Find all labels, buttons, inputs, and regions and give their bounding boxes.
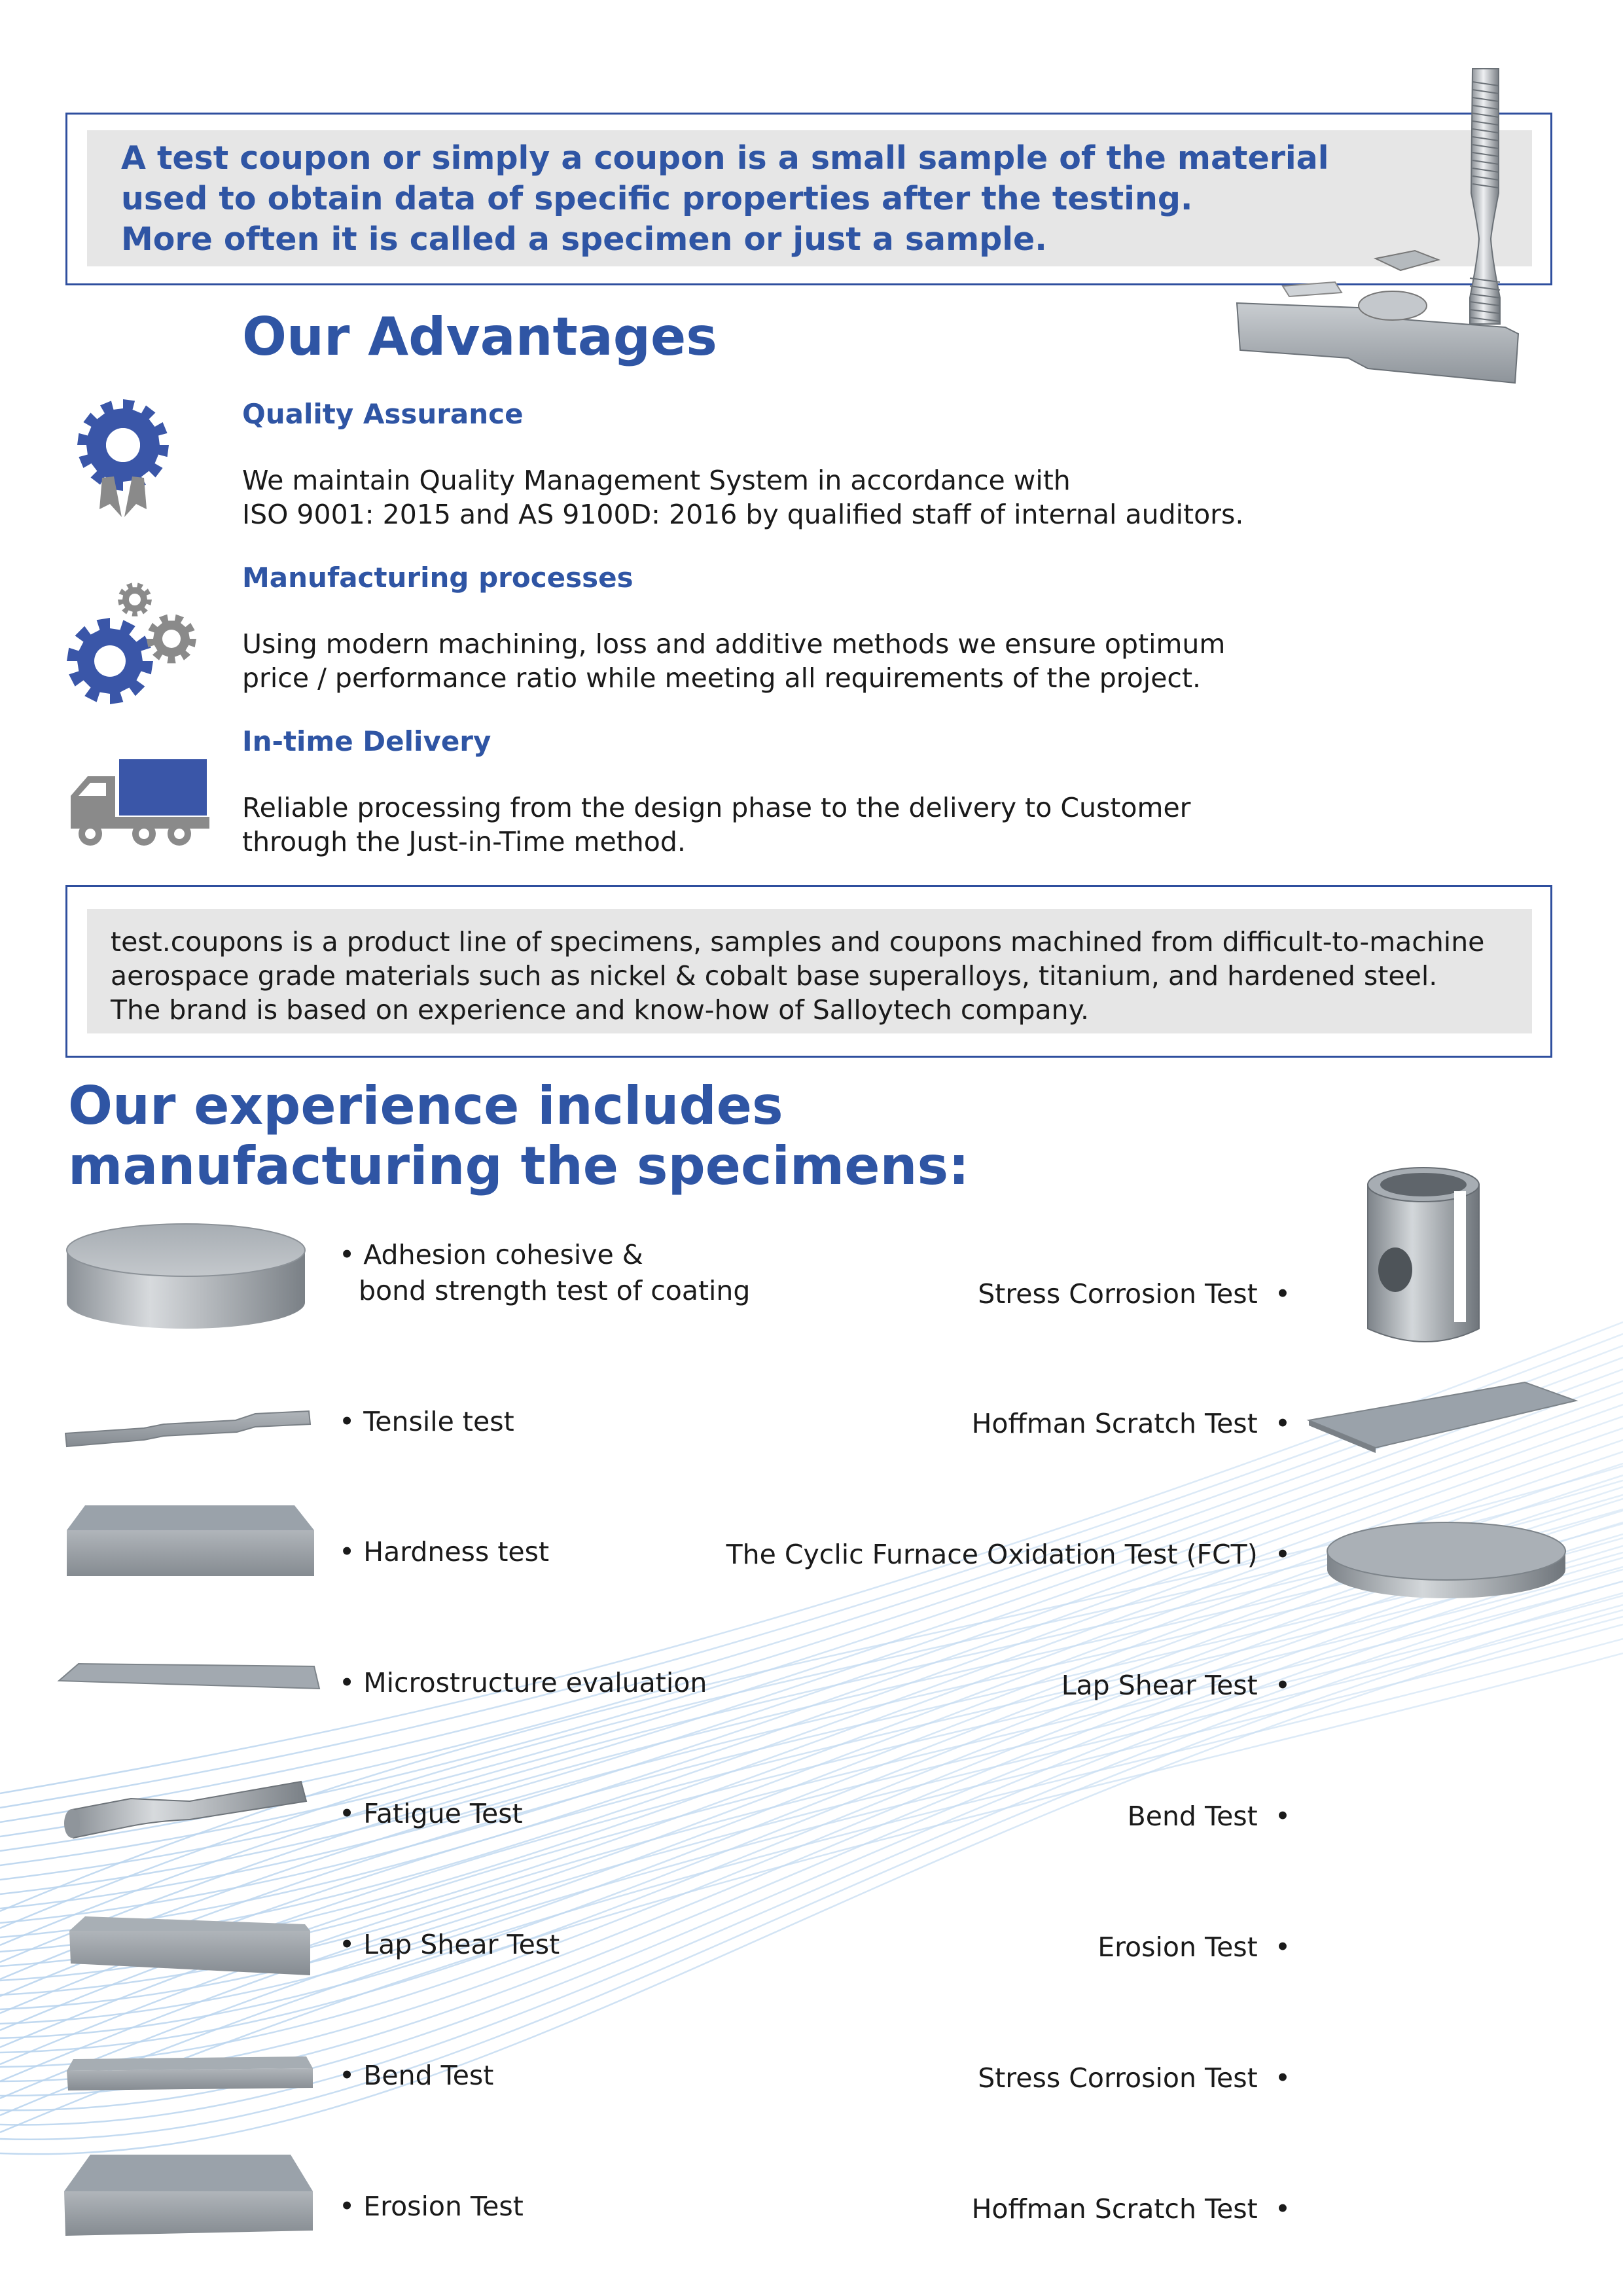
item-label: Erosion Test bbox=[1097, 1931, 1258, 1963]
left-specimen-images bbox=[59, 1217, 386, 2238]
quality-heading: Quality Assurance bbox=[242, 398, 524, 430]
bullet: • bbox=[339, 1798, 355, 1829]
bullet: • bbox=[1274, 1670, 1291, 1701]
left-item-erosion bbox=[339, 2189, 524, 2225]
item-label: Adhesion cohesive & bbox=[363, 1239, 643, 1270]
bullet: • bbox=[1274, 1408, 1291, 1439]
brand-line: test.coupons is a product line of specimens, samples and coupons machined from difficult-to-machine bbox=[111, 926, 1485, 958]
item-label: Fatigue Test bbox=[363, 1798, 523, 1829]
brand-line: aerospace grade materials such as nickel & cobalt base superalloys, titanium, and hardened steel. bbox=[111, 960, 1438, 992]
item-label: Bend Test bbox=[1127, 1801, 1258, 1832]
right-item-fct bbox=[726, 1537, 1291, 1573]
right-item-hoffman bbox=[972, 1406, 1291, 1442]
left-item-fatigue bbox=[339, 1796, 523, 1832]
bullet: • bbox=[339, 1929, 355, 1960]
item-label: Hardness test bbox=[363, 1536, 550, 1568]
gear-hole bbox=[162, 630, 181, 648]
intro-line: A test coupon or simply a coupon is a small sample of the material bbox=[121, 139, 1329, 177]
bullet: • bbox=[339, 1239, 355, 1270]
brand-box bbox=[65, 885, 1552, 1058]
delivery-text bbox=[242, 791, 1191, 859]
left-item-hardness bbox=[339, 1534, 549, 1570]
right-item-stress-corrosion bbox=[978, 1276, 1291, 1312]
quality-award-icon bbox=[71, 399, 175, 530]
item-label: Bend Test bbox=[363, 2060, 494, 2091]
item-label: Hoffman Scratch Test bbox=[971, 2193, 1258, 2225]
intro-text bbox=[121, 138, 1329, 260]
quality-text bbox=[242, 463, 1243, 531]
bullet: • bbox=[1274, 1539, 1291, 1570]
intro-line: More often it is called a specimen or just a sample. bbox=[121, 221, 1047, 258]
left-item-adhesion bbox=[339, 1237, 750, 1309]
experience-title-line: manufacturing the specimens: bbox=[68, 1136, 970, 1196]
item-label: Tensile test bbox=[363, 1406, 514, 1437]
right-item-hoffman-2 bbox=[972, 2191, 1291, 2227]
item-label: Microstructure evaluation bbox=[363, 1667, 707, 1698]
manufacturing-line: Using modern machining, loss and additive methods we ensure optimum bbox=[242, 628, 1226, 660]
small-plate bbox=[1283, 282, 1342, 296]
advantages-title: Our Advantages bbox=[242, 306, 717, 367]
bullet: • bbox=[339, 2060, 355, 2091]
brand-line: The brand is based on experience and know-how of Salloytech company. bbox=[111, 994, 1090, 1026]
left-item-microstructure bbox=[339, 1665, 707, 1701]
erosion-plate bbox=[64, 2155, 313, 2191]
specimens-illustration bbox=[1230, 62, 1558, 403]
lap-shear-plate bbox=[69, 1916, 310, 1931]
right-item-erosion bbox=[1097, 1929, 1291, 1965]
item-label: Lap Shear Test bbox=[1061, 1670, 1258, 1701]
gear-hole bbox=[129, 594, 141, 605]
experience-title-line: Our experience includes bbox=[68, 1075, 783, 1136]
manufacturing-heading: Manufacturing processes bbox=[242, 562, 633, 594]
bullet: • bbox=[339, 1406, 355, 1437]
brand-text bbox=[111, 925, 1484, 1027]
gear-hole bbox=[94, 645, 126, 677]
disc-top bbox=[67, 1224, 305, 1276]
right-specimen-images bbox=[1302, 1165, 1577, 1597]
tensile-specimen bbox=[65, 1411, 310, 1446]
item-label-line2: bond strength test of coating bbox=[359, 1275, 751, 1306]
left-item-tensile bbox=[339, 1404, 514, 1440]
bullet: • bbox=[339, 2191, 355, 2222]
bullet: • bbox=[339, 1667, 355, 1698]
intro-line: used to obtain data of specific properties after the testing. bbox=[121, 180, 1193, 217]
item-label: Stress Corrosion Test bbox=[978, 2062, 1258, 2094]
delivery-heading: In-time Delivery bbox=[242, 725, 491, 757]
hardness-block-top bbox=[67, 1505, 314, 1530]
fatigue-rod bbox=[72, 1782, 306, 1838]
bullet: • bbox=[1274, 1931, 1291, 1963]
bullet: • bbox=[339, 1536, 355, 1568]
quality-line: ISO 9001: 2015 and AS 9100D: 2016 by qualified staff of internal auditors. bbox=[242, 499, 1244, 530]
bullet: • bbox=[1274, 2062, 1291, 2094]
hardness-block-side bbox=[67, 1530, 314, 1576]
item-label: Lap Shear Test bbox=[363, 1929, 560, 1960]
manufacturing-line: price / performance ratio while meeting all requirements of the project. bbox=[242, 662, 1202, 694]
bullet: • bbox=[1274, 1801, 1291, 1832]
item-label: The Cyclic Furnace Oxidation Test (FCT) bbox=[726, 1539, 1258, 1570]
left-item-lap-shear bbox=[339, 1927, 560, 1963]
gears-icon bbox=[65, 581, 209, 706]
quality-line: We maintain Quality Management System in accordance with bbox=[242, 465, 1071, 496]
delivery-line: Reliable processing from the design phase to the delivery to Customer bbox=[242, 792, 1191, 823]
delivery-line: through the Just-in-Time method. bbox=[242, 826, 686, 857]
small-block bbox=[1376, 251, 1438, 270]
item-label: Erosion Test bbox=[363, 2191, 524, 2222]
small-disc bbox=[1359, 291, 1427, 320]
ring-hole bbox=[1378, 1247, 1412, 1292]
microstructure-plate bbox=[59, 1664, 319, 1689]
left-item-bend bbox=[339, 2058, 493, 2094]
bullet: • bbox=[1274, 2193, 1291, 2225]
right-item-lap-shear bbox=[1061, 1668, 1291, 1704]
experience-title bbox=[68, 1076, 969, 1196]
delivery-truck-icon bbox=[68, 758, 212, 856]
manufacturing-text bbox=[242, 627, 1225, 695]
item-label: Hoffman Scratch Test bbox=[971, 1408, 1258, 1439]
right-item-stress-corrosion-2 bbox=[978, 2060, 1291, 2096]
item-label: Stress Corrosion Test bbox=[978, 1278, 1258, 1310]
right-item-bend bbox=[1128, 1799, 1291, 1835]
bullet: • bbox=[1274, 1278, 1291, 1310]
